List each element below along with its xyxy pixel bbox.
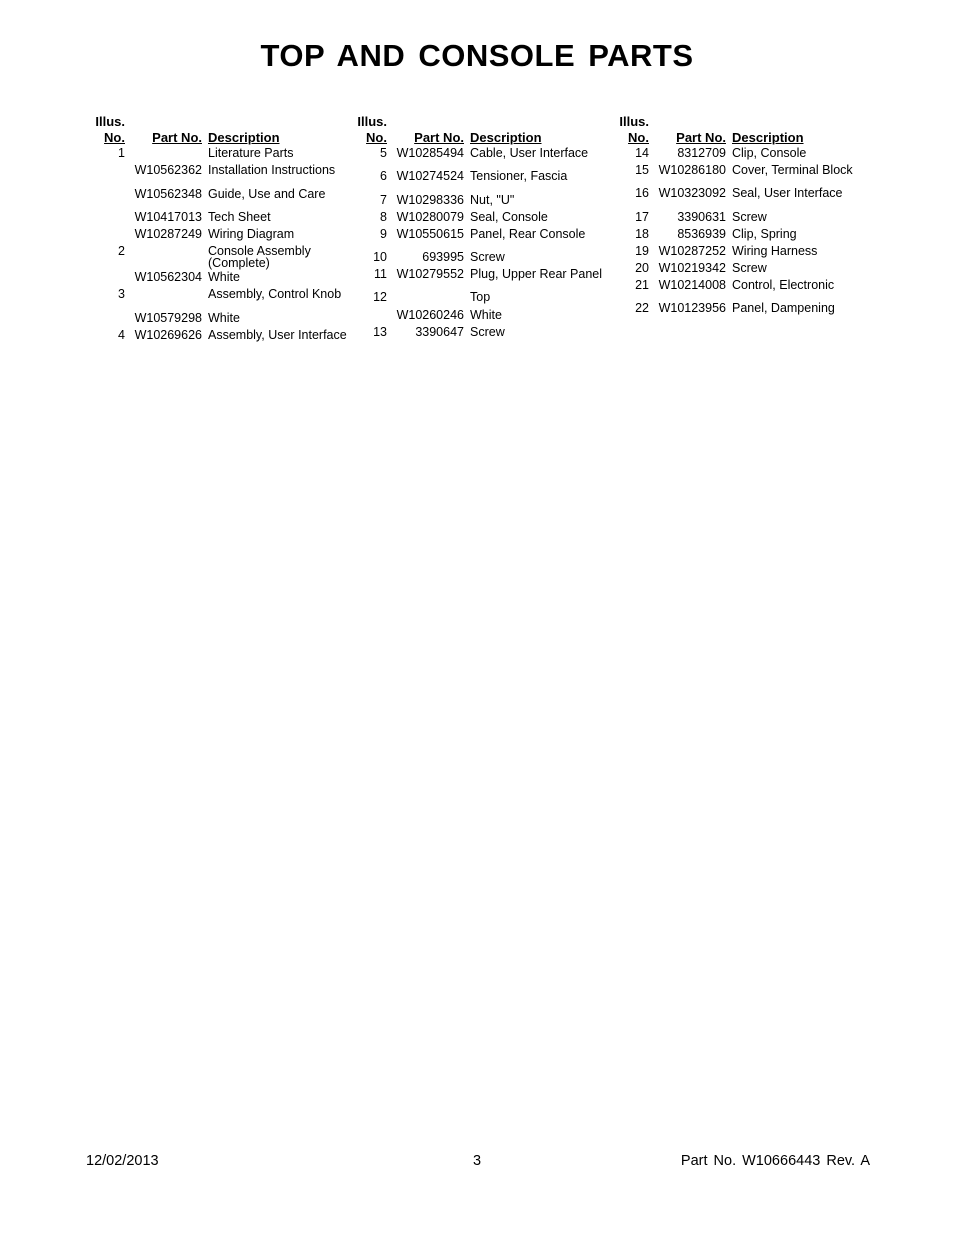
- part-description: Screw: [732, 210, 767, 224]
- part-description: Control, Electronic: [732, 278, 835, 292]
- part-number: W10214008: [658, 278, 726, 292]
- table-row: [612, 302, 874, 319]
- part-description: Tech Sheet: [208, 210, 271, 224]
- header-part-no: Part No.: [676, 130, 726, 145]
- parts-list: [88, 147, 350, 355]
- illus-number: 9: [380, 227, 387, 241]
- table-row: [350, 309, 612, 326]
- part-description: Seal, User Interface: [732, 186, 843, 200]
- illus-number: 18: [635, 227, 649, 241]
- illus-number: 16: [635, 186, 649, 200]
- header-description: Description: [470, 130, 542, 145]
- part-number: W10562348: [134, 187, 202, 201]
- table-row: [350, 268, 612, 291]
- table-row: [88, 147, 350, 164]
- table-row: [350, 251, 612, 268]
- header-illus: Illus.: [357, 114, 387, 129]
- table-row: [612, 187, 874, 211]
- part-description: Panel, Dampening: [732, 301, 835, 315]
- parts-column-3: [612, 113, 874, 319]
- part-number: W10286180: [658, 163, 726, 177]
- part-description: Assembly, Control Knob: [208, 287, 342, 301]
- header-no: No.: [104, 130, 125, 145]
- table-row: [350, 170, 612, 194]
- table-row: [88, 164, 350, 188]
- illus-number: 19: [635, 244, 649, 258]
- part-number: W10417013: [134, 210, 202, 224]
- table-row: [612, 279, 874, 302]
- illus-number: 4: [118, 328, 125, 342]
- header-part-no: Part No.: [152, 130, 202, 145]
- table-row: [350, 194, 612, 211]
- parts-column-2: [350, 113, 612, 343]
- part-number: 8312709: [677, 146, 726, 160]
- table-row: [88, 329, 350, 355]
- table-row: [350, 228, 612, 251]
- part-number: 3390631: [677, 210, 726, 224]
- footer-date: 12/02/2013: [86, 1153, 159, 1169]
- table-row: [88, 228, 350, 245]
- table-row: [350, 326, 612, 343]
- part-number: W10274524: [396, 169, 464, 183]
- table-row: [88, 288, 350, 312]
- part-description: Guide, Use and Care: [208, 187, 326, 201]
- footer-page-number: 3: [472, 1153, 482, 1169]
- header-illus: Illus.: [95, 114, 125, 129]
- part-description: White: [470, 308, 502, 322]
- part-number: W10260246: [396, 308, 464, 322]
- header-no: No.: [628, 130, 649, 145]
- part-number: 8536939: [677, 227, 726, 241]
- header-illus: Illus.: [619, 114, 649, 129]
- column-header: [350, 113, 612, 147]
- part-description: Wiring Diagram: [208, 227, 295, 241]
- part-number: W10219342: [658, 261, 726, 275]
- table-row: [88, 312, 350, 329]
- table-row: [612, 228, 874, 245]
- illus-number: 11: [374, 267, 387, 281]
- table-row: [88, 271, 350, 288]
- illus-number: 7: [380, 193, 387, 207]
- part-description: Seal, Console: [470, 210, 548, 224]
- illus-number: 1: [118, 146, 125, 160]
- illus-number: 21: [635, 278, 649, 292]
- table-row: [88, 245, 350, 271]
- header-description: Description: [732, 130, 804, 145]
- illus-number: 3: [118, 287, 125, 301]
- illus-number: 8: [380, 210, 387, 224]
- part-number: W10298336: [396, 193, 464, 207]
- illus-number: 17: [635, 210, 649, 224]
- parts-list: [350, 147, 612, 343]
- illus-number: 14: [635, 146, 649, 160]
- part-description: Wiring Harness: [732, 244, 818, 258]
- illus-number: 5: [380, 146, 387, 160]
- part-description: Cable, User Interface: [470, 146, 589, 160]
- part-description: Cover, Terminal Block: [732, 163, 853, 177]
- header-part-no: Part No.: [414, 130, 464, 145]
- part-description: Nut, "U": [470, 193, 515, 207]
- part-number: W10323092: [658, 186, 726, 200]
- table-row: [612, 245, 874, 262]
- illus-number: 12: [373, 290, 387, 304]
- parts-list: [612, 147, 874, 319]
- part-description: Tensioner, Fascia: [470, 169, 568, 183]
- illus-number: 22: [635, 301, 649, 315]
- table-row: [612, 262, 874, 279]
- part-description: Screw: [470, 250, 505, 264]
- part-description: Assembly, User Interface: [208, 328, 347, 342]
- part-number: W10287252: [658, 244, 726, 258]
- table-row: [350, 211, 612, 228]
- illus-number: 20: [635, 261, 649, 275]
- part-number: W10285494: [396, 146, 464, 160]
- table-row: [350, 147, 612, 170]
- table-row: [88, 188, 350, 211]
- part-number: W10287249: [134, 227, 202, 241]
- parts-column-1: [88, 113, 350, 355]
- part-description: Installation Instructions: [208, 163, 336, 177]
- part-number: W10550615: [396, 227, 464, 241]
- header-no: No.: [366, 130, 387, 145]
- table-row: [612, 211, 874, 228]
- part-number: W10562304: [134, 270, 202, 284]
- part-description: Plug, Upper Rear Panel: [470, 267, 603, 281]
- part-description: Top: [470, 290, 491, 304]
- part-description: White: [208, 311, 240, 325]
- part-description: Literature Parts: [208, 146, 294, 160]
- illus-number: 15: [635, 163, 649, 177]
- column-header: [612, 113, 874, 147]
- part-number: W10269626: [134, 328, 202, 342]
- table-row: [350, 291, 612, 309]
- part-description: Panel, Rear Console: [470, 227, 586, 241]
- part-description: White: [208, 270, 240, 284]
- part-number: W10579298: [134, 311, 202, 325]
- illus-number: 10: [373, 250, 387, 264]
- part-number: W10280079: [396, 210, 464, 224]
- illus-number: 13: [373, 325, 387, 339]
- illus-number: 2: [118, 244, 125, 258]
- column-header: [88, 113, 350, 147]
- part-number: 3390647: [415, 325, 464, 339]
- part-number: W10123956: [658, 301, 726, 315]
- part-description: Screw: [470, 325, 505, 339]
- table-row: [88, 211, 350, 228]
- table-row: [612, 147, 874, 164]
- illus-number: 6: [380, 169, 387, 183]
- part-number: 693995: [422, 250, 464, 264]
- part-number: W10562362: [134, 163, 202, 177]
- part-number: W10279552: [396, 267, 464, 281]
- table-row: [612, 164, 874, 187]
- page-title: TOP AND CONSOLE PARTS: [260, 38, 694, 73]
- header-description: Description: [208, 130, 280, 145]
- part-description: Clip, Spring: [732, 227, 797, 241]
- part-description: Console Assembly (Complete): [208, 244, 311, 270]
- part-description: Clip, Console: [732, 146, 807, 160]
- footer-part-number: Part No. W10666443 Rev. A: [680, 1153, 870, 1169]
- part-description: Screw: [732, 261, 767, 275]
